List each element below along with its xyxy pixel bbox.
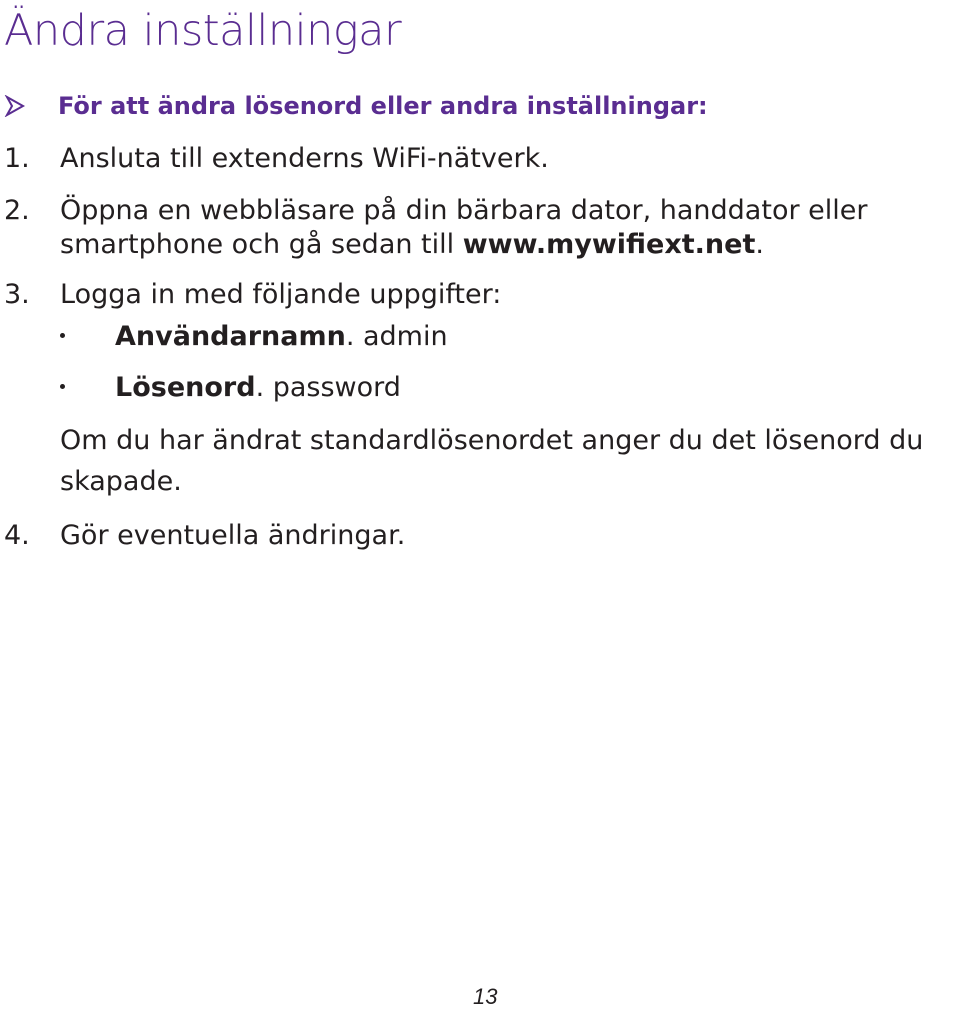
step-3: [4, 278, 501, 311]
step-2-line-2: [60, 228, 764, 261]
heading-text: För att ändra lösenord eller andra inställningar:: [58, 92, 708, 120]
section-heading: [4, 92, 708, 120]
step-4: [4, 519, 405, 552]
step-2: [4, 194, 867, 227]
page-number: 13: [473, 984, 498, 1009]
setup-url-link[interactable]: www.mywifiext.net: [462, 229, 756, 260]
bullet-icon: [60, 384, 65, 389]
credential-separator: .: [255, 372, 273, 403]
credential-password: [60, 371, 401, 404]
step-text: Gör eventuella ändringar.: [60, 520, 406, 551]
page-title: Ändra inställningar: [4, 6, 402, 56]
arrow-right-icon: [4, 95, 26, 117]
step-text: smartphone och gå sedan till: [60, 229, 463, 260]
step-number: 3.: [4, 279, 30, 310]
step-number: 4.: [4, 520, 30, 551]
step-text-end: .: [755, 229, 764, 260]
credential-separator: .: [345, 321, 363, 352]
note-line-1: Om du har ändrat standardlösenordet anger du det lösenord du: [60, 425, 924, 456]
note-line-2: skapade.: [60, 466, 182, 497]
step-text: Öppna en webbläsare på din bärbara dator, handdator eller: [60, 195, 868, 226]
credential-value: admin: [363, 321, 448, 352]
step-text: Logga in med följande uppgifter:: [60, 279, 502, 310]
credential-value: password: [272, 372, 401, 403]
step-number: 1.: [4, 143, 30, 174]
credential-username: [60, 320, 448, 353]
step-number: 2.: [4, 195, 30, 226]
credential-label: Användarnamn: [115, 321, 346, 352]
credential-label: Lösenord: [115, 372, 256, 403]
bullet-icon: [60, 333, 65, 338]
step-text: Ansluta till extenderns WiFi-nätverk.: [60, 143, 549, 174]
step-1: [4, 142, 549, 175]
